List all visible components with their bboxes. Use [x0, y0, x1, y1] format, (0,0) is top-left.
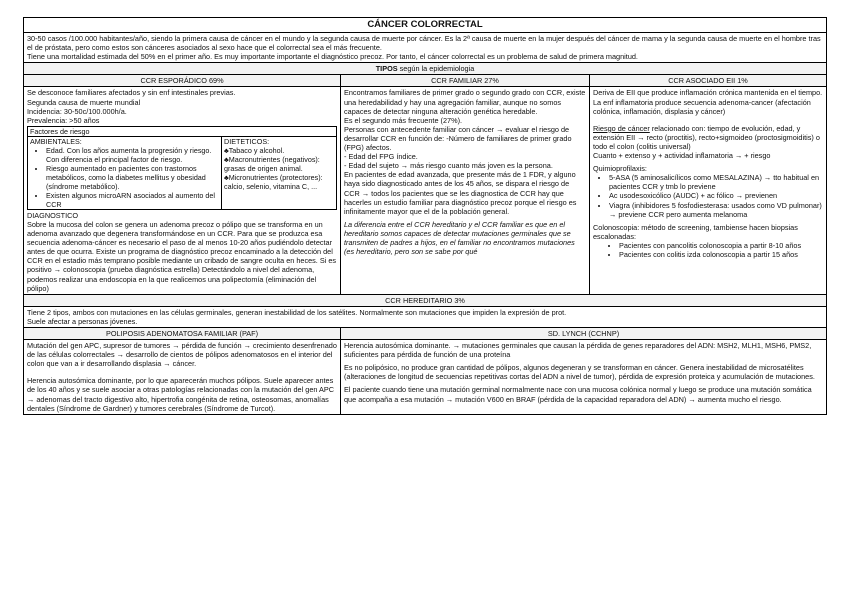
list-item: • Pacientes con colitis izda colonoscopia a partir 15 años: [619, 250, 823, 259]
list-item: • Ac usodesoxicólico (AUDC) + ac fólico → previenen: [609, 191, 823, 200]
paf-cell: [24, 340, 341, 415]
list-item: ♣Tabaco y alcohol.: [224, 145, 285, 155]
text-line: Encontramos familiares de primer grado o segundo grado con CCR, existe una heredabilidad y hay una agregación familiar, aunque no somos capaces de detectar ninguna alteración genética heredable.: [344, 88, 586, 116]
text-paragraph: Mutación del gen APC, supresor de tumores → pérdida de función → crecimiento desenfrenado de las células colorrectales → desarrollo de cientos de pólipos adenomatosos en el interior del colon que van a ir desarrollando displasia → cáncer.: [27, 341, 337, 369]
list-item: • Existen algunos microARN asociados al aumento del CCR: [46, 191, 219, 209]
club-icon: ♣: [224, 154, 229, 164]
list-item: • Viagra (inhibidores 5 fosfodiesterasa: usados como VD pulmonar) → previene CCR pero aumenta melanoma: [609, 201, 823, 219]
text-paragraph: Herencia autosómica dominante, por lo que aparecerán muchos pólipos. Suele aparecer antes de los 40 años y se suele asociar a otras patologías relacionadas con la mutación del gen APC → adenomas del tracto digestivo alto, hipertrofia congénita de retina, osteosomas, anomalías dentales (Síndrome de Gardner) y tumores cerebrales (Síndrome de Turcot).: [27, 376, 335, 413]
text-line: Se desconoce familiares afectados y sin enf intestinales previas.: [27, 88, 236, 98]
document-page: [23, 17, 826, 415]
eii-header: CCR ASOCIADO EII 1%: [590, 75, 827, 87]
familiar-italic-note: La diferencia entre el CCR hereditario y el CCR familiar es que en el hereditario somos capaces de detectar mutaciones germinales que se transmiten de padres a hijos, en el familiar no encontramos mutaciones (es hereditario, pero son se sabe por qué: [344, 219, 575, 257]
paf-header: POLIPOSIS ADENOMATOSA FAMILIAR (PAF): [24, 327, 341, 339]
eii-cell: [590, 87, 827, 294]
tipos-header: TIPOS según la epidemiologia: [24, 63, 827, 75]
dieteticos-title: DIETETICOS:: [224, 136, 270, 146]
text-line: Tiene 2 tipos, ambos con mutaciones en las células germinales, generan inestabilidad de los satélites. Normalmente son mutaciones que impiden la expresión de prot.: [27, 307, 567, 317]
text-line: Es el segundo más frecuente (27%).: [344, 115, 463, 125]
lynch-cell: [341, 340, 827, 415]
quimio-title: Quimioprofilaxis:: [593, 164, 647, 174]
text-line: Cuanto + extenso y + actividad inflamatoria → + riesgo: [593, 151, 771, 161]
text-line: En pacientes de edad avanzada, que presente más de 1 FDR, y alguno haya sido diagnosticado antes de los 45 años, se dispara el riesgo de CCR → todos los pacientes que se les diagnostica de CCR hay que hacerles un estudio familiar para diagnóstico precoz porque el riesgo es infinitamente mayor que el de la población general.: [344, 170, 577, 216]
list-item: • 5-ASA (5 aminosalicílicos como MESALAZINA) → tto habitual en pacientes CCR y tmb lo previene: [609, 173, 823, 191]
diagnostico-text: Sobre la mucosa del colon se genera un adenoma precoz o pólipo que se transforma en un adenoma avanzado que degenera transformándose en un CCR. Para que se produzca esa secuencia adenoma-cáncer es necesario el paso de al menos 10-20 años pudiéndolo detectar antes de que ocurra. Existe un programa de diagnóstico precoz encaminado a la detección del CCR en el estadio más temprano posible mediante un cribado de sangre oculta en heces. Si es positivo → colonoscopia (prueba diagnóstica estrella) Detectándolo a nivel del adenoma, podemos realizar una endoscopia en la que realicemos una polipectomía (eliminación del pólipo): [27, 219, 337, 293]
text-paragraph: Es no polipósico, no produce gran cantidad de pólipos, algunos degeneran y se transforman en cáncer. Genera inestabilidad de microsatélites (alteraciones de longitud de secuencias repetitivas cortas del ADN a nivel de tumor), pérdida de expresión proteica y acumulación de mutaciones.: [344, 363, 815, 382]
ambientales-title: AMBIENTALES:: [30, 136, 82, 146]
text-line: Personas con antecedente familiar con cáncer → evaluar el riesgo de desarrollar CCR en función de: -Número de familiares de primer grado (FPG) afectos.: [344, 124, 572, 153]
list-item: ♣Macronutrientes (negativos): grasas de origen animal.: [224, 154, 320, 173]
eii-riesgo: Riesgo de cáncer relacionado con: tiempo de evolución, edad, y extensión EII → recto (proctitis), recto+sigmoideo (proctosigmoiditis) o todo el colon (colitis universal): [593, 123, 820, 151]
diagnostico-title: DIAGNOSTICO: [27, 210, 79, 220]
text-line: - Edad del FPG índice.: [344, 152, 418, 162]
intro-paragraph: 30-50 casos /100.000 habitantes/año, siendo la primera causa de cáncer en el mundo y la segunda causa de muerte por cáncer. Es la 2ª causa de muerte en la mujer después del cáncer de mama y la segunda causa de muerte en el hombre tras el de próstata, pero como estos son cánceres asociados al sexo hace que el colorrectal sea el más frecuente.: [27, 34, 821, 53]
intro-paragraph: Tiene una mortalidad estimada del 50% en el primer año. Es muy importante importante el diagnóstico precoz. Por tanto, el cáncer colorrectal es un problema de salud de primera magnitud.: [27, 52, 638, 62]
hereditario-header: CCR HEREDITARIO 3%: [24, 294, 827, 306]
club-icon: ♣: [224, 172, 229, 182]
text-line: Colonoscopia: método de screening, tambiense hacen biopsias escalonadas:: [593, 222, 798, 241]
hereditario-cell: [24, 306, 827, 327]
risk-title: Factores de riesgo: [28, 126, 337, 136]
dieteticos-cell: [222, 136, 337, 209]
list-item: • Riesgo aumentado en pacientes con trastornos metabólicos, como la diabetes mellitus y obesidad (síndrome metabólico).: [46, 164, 219, 191]
esporadico-cell: [24, 87, 341, 294]
text-line: - Edad del sujeto → más riesgo cuanto más joven es la persona.: [344, 161, 553, 171]
list-item: • Pacientes con pancolitis colonoscopia a partir 8-10 años: [619, 241, 823, 250]
club-icon: ♣: [224, 145, 229, 155]
ambientales-cell: [28, 136, 222, 209]
text-line: Incidencia: 30-50c/100.000h/a.: [27, 106, 127, 116]
text-line: Segunda causa de muerte mundial: [27, 97, 141, 107]
esporadico-header: CCR ESPORÁDICO 69%: [24, 75, 341, 87]
text-paragraph: Herencia autosómica dominante. → mutaciones germinales que causan la pérdida de genes reparadores del ADN: MSH2, MLH1, MSH6, PMS2, suficientes para pérdida de función de una proteína: [344, 341, 812, 360]
page-title: CÁNCER COLORRECTAL: [24, 18, 827, 33]
main-table: [23, 17, 827, 415]
risk-factors-table: [27, 126, 337, 210]
text-line: Prevalencia: >50 años: [27, 115, 100, 125]
text-line: Suele afectar a personas jóvenes.: [27, 316, 138, 326]
familiar-cell: [341, 87, 590, 294]
list-item: • Edad. Con los años aumenta la progresión y riesgo. Con diferencia el principal factor de riesgo.: [46, 146, 219, 164]
text-paragraph: El paciente cuando tiene una mutación germinal normalmente nace con una mucosa colónica normal y luego se produce una mutación somática que acompaña a esa mutación → mutación V600 en BRAF (pérdida de la capacidad reparadora del ADN) → aumenta mucho el riesgo.: [344, 385, 812, 404]
list-item: ♣Micronutrientes (protectores): calcio, selenio, vitamina C, ...: [224, 172, 323, 191]
eii-intro: Deriva de EII que produce inflamación crónica mantenida en el tiempo. La enf inflamatoria produce secuencia adenoma-cancer (afectación colónica, inflamación, displasia y cáncer): [593, 88, 823, 116]
intro-cell: [24, 33, 827, 63]
familiar-header: CCR FAMILIAR 27%: [341, 75, 590, 87]
lynch-header: SD. LYNCH (CCHNP): [341, 327, 827, 339]
